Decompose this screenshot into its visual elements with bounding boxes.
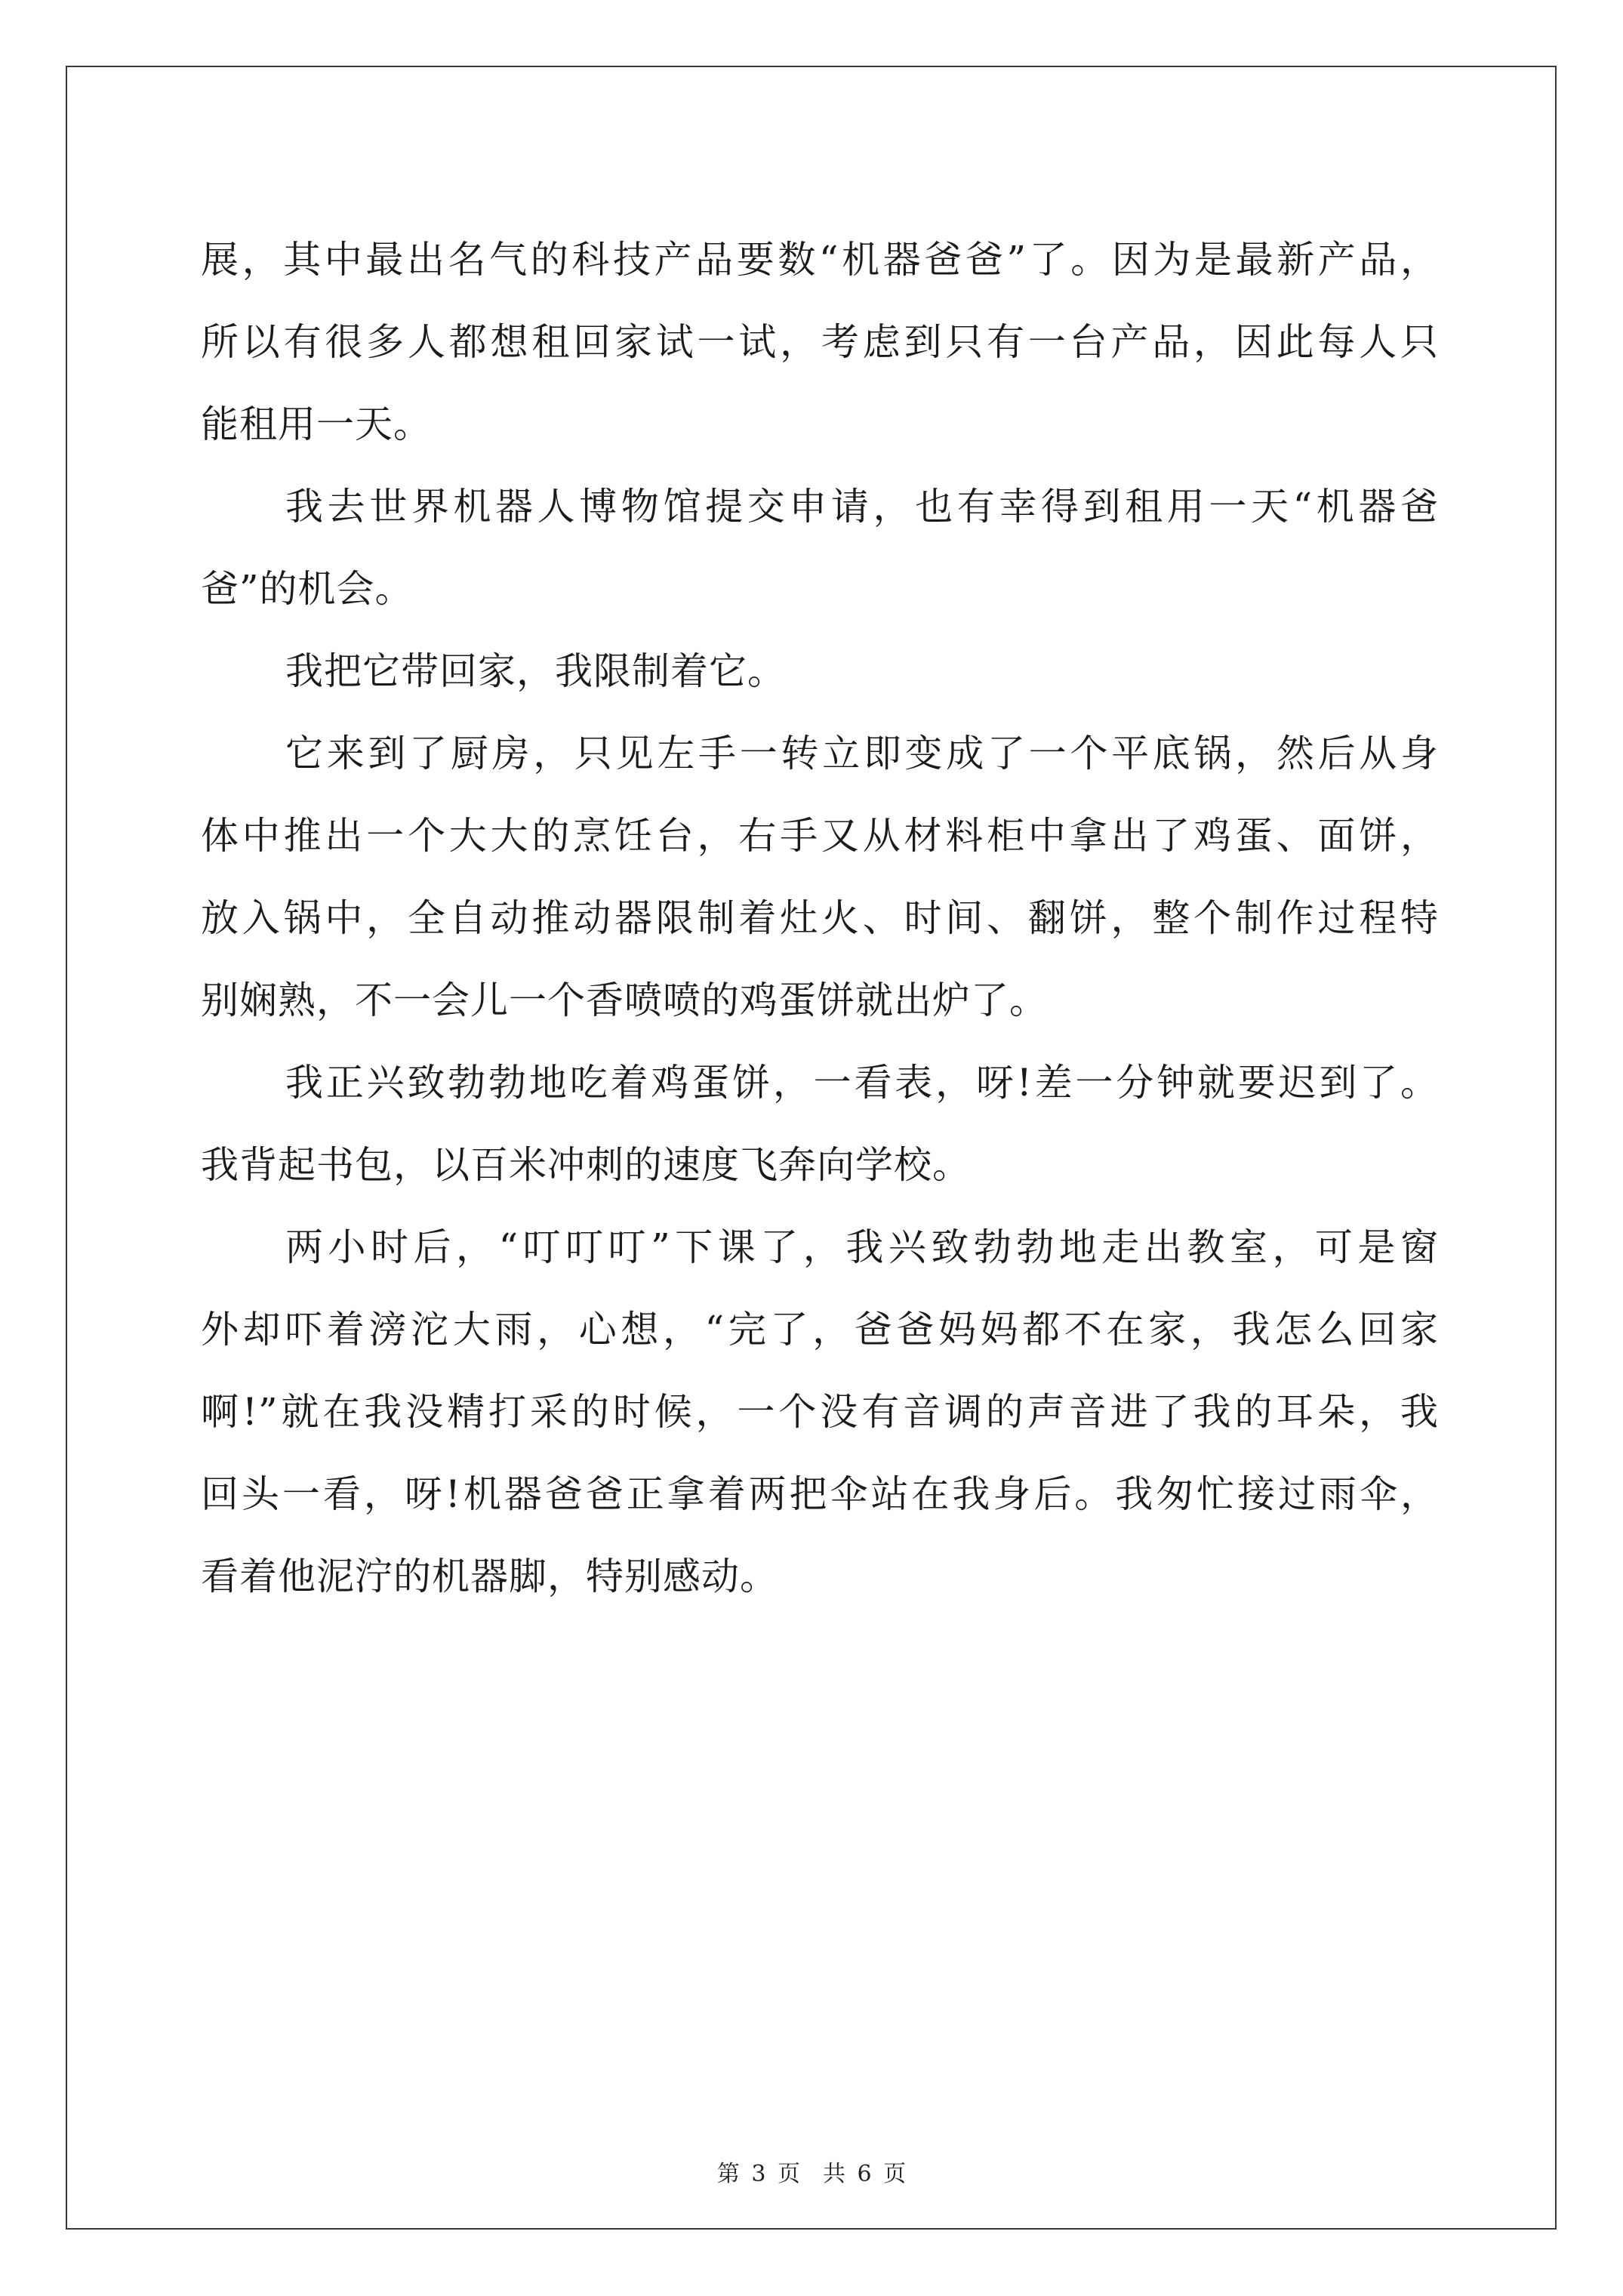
text-line: 放入锅中，全自动推动器限制着灶火、时间、翻饼，整个制作过程特	[201, 896, 1439, 940]
text-line: 体中推出一个大大的烹饪台，右手又从材料柜中拿出了鸡蛋、面饼，	[201, 814, 1439, 858]
text-line: 我把它带回家，我限制着它。	[285, 649, 786, 693]
document-body	[201, 219, 1439, 1618]
text-line: 别娴熟，不一会儿一个香喷喷的鸡蛋饼就出炉了。	[201, 978, 1048, 1022]
text-line: 我去世界机器人博物馆提交申请，也有幸得到租用一天“机器爸	[285, 485, 1439, 529]
text-line: 看着他泥泞的机器脚，特别感动。	[201, 1555, 778, 1598]
text-line: 它来到了厨房，只见左手一转立即变成了一个平底锅，然后从身	[285, 732, 1439, 775]
text-line: 啊!”就在我没精打采的时候，一个没有音调的声音进了我的耳朵，我	[201, 1390, 1439, 1434]
text-line: 爸”的机会。	[201, 567, 414, 611]
text-line: 所以有很多人都想租回家试一试，考虑到只有一台产品，因此每人只	[201, 320, 1439, 364]
page-number-footer: 第 3 页 共 6 页	[716, 2161, 907, 2187]
text-line: 能租用一天。	[201, 402, 432, 446]
text-line: 回头一看，呀!机器爸爸正拿着两把伞站在我身后。我匆忙接过雨伞，	[201, 1472, 1439, 1516]
text-line: 展，其中最出名气的科技产品要数“机器爸爸”了。因为是最新产品，	[201, 238, 1439, 282]
text-line: 两小时后，“叮叮叮”下课了，我兴致勃勃地走出教室，可是窗	[285, 1225, 1439, 1269]
text-line: 外却吓着滂沱大雨，心想，“完了，爸爸妈妈都不在家，我怎么回家	[201, 1308, 1439, 1351]
text-line: 我正兴致勃勃地吃着鸡蛋饼，一看表，呀!差一分钟就要迟到了。	[285, 1061, 1439, 1105]
text-line: 我背起书包，以百米冲刺的速度飞奔向学校。	[201, 1143, 971, 1187]
